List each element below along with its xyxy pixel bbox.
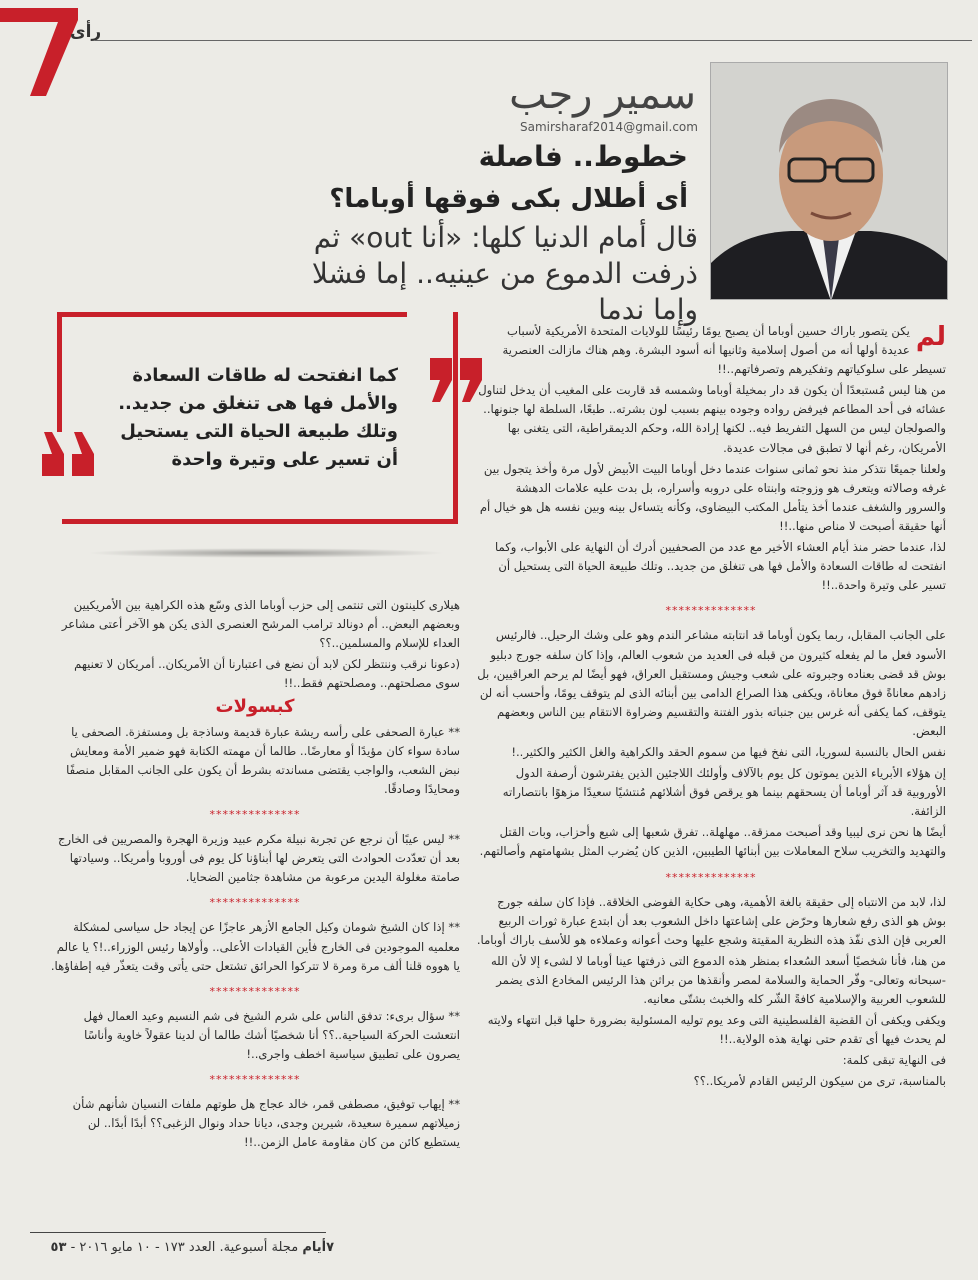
paragraph: ولعلنا جميعًا نتذكر منذ نحو ثمانى سنوات عندما دخل أوباما البيت الأبيض لأول مرة وأخذ يتجول بين غرفه وصالاته ويتعرف هو وزوجته وابنتاه على دروبه وأسراره، بل بدت عليه علامات الدهشة والسرور والشغف عندما أخذ يتأمل المكتب البيضاوى، وكأنه يتساءل بينه وبين نفسه هل هو خيال أم أنها حقيقة أصبحت لا مناص منها..!!	[479, 461, 946, 533]
capsule-item: ** ليس عيبًا أن نرجع عن تجربة نبيلة مكرم عبيد وزيرة الهجرة والمصريين فى الخارج بعد أن تعدّدت الحوادث التى يتعرض لها أبناؤنا كل يوم فى أوروبا وأمريكا.. وسيادتها صامتة مغلولة اليدين مرعوبة من مشاهدة جثامين الضحايا.	[58, 832, 460, 885]
section-tag: رأى	[70, 22, 102, 42]
quote-shadow	[86, 548, 446, 558]
pull-quote-text: كما انفتحت له طاقات السعادة والأمل فها هى تنغلق من جديد.. وتلك طبيعة الحياة التى يستحيل أن تسير على وتيرة واحدة	[118, 365, 398, 470]
paragraph: بالمناسبة، ترى من سيكون الرئيس القادم لأمريكا..؟؟	[693, 1074, 946, 1089]
article-left-column	[50, 596, 460, 1154]
section-divider: **************	[209, 896, 301, 910]
headline: أى أطلال بكى فوقها أوباما؟	[329, 184, 688, 214]
paragraph: من هنا ليس مُستبعدًا أن يكون قد دار بمخيلة أوباما وشمسه قد قاربت على المغيب أن يدخل لتناول عشائه فى أحد المطاعم فيرفض رواده وجوده بينهم بسبب لون بشرته.. طبعًا، السلطة لها جنونها.. والصولجان ليس من السهل التفريط فيه.. لكنها إرادة الله، وحكم الديمقراطية، التى يتغنى بها الأمريكان، رغم أنها لا تطبق فى مجالات عديدة.	[478, 383, 946, 455]
paragraph: فى النهاية تبقى كلمة:	[842, 1053, 946, 1068]
capsule-item: ** سؤال برىء: تدفق الناس على شرم الشيخ فى شم النسيم وعيد العمال فهل انتعشت الحركة السياحية..؟؟ أنا شخصيًا أشك طالما أن لدينا عقولاً خاوية وأناسًا يصرون على تطبيق سياسية اخطف واجرى..!	[83, 1008, 460, 1061]
paragraph: أيضًا ها نحن نرى ليبيا وقد أصبحت ممزقة.. مهلهلة.. تفرق شعبها إلى شيع وأحزاب، وبات القتل والتهديد والتخريب سلاح المعاملات بين أبنائها الطيبين، الذين كان يُضرب المثل بشهامتهم وأصالتهم.	[479, 825, 946, 859]
column-title: خطوط.. فاصلة	[478, 140, 688, 173]
capsule-item: ** عبارة الصحفى على رأسه ريشة عبارة قديمة وساذجة بل ومستفزة. الصحفى يا سادة سواء كان مؤيدًا أو معارضًا.. طالما أن مهمته الكتابة فهو ضمير الأمة ومعايش نبض الشعب، والواجب يقتضى مساندته بشرط أن يكون على الجانب المقابل منصفًا ومحايدًا وصادقًا.	[66, 724, 460, 796]
footer-issue-info: مجلة أسبوعية. العدد ١٧٣ - ١٠ مايو ٢٠١٦ -	[70, 1240, 299, 1255]
section-divider: **************	[209, 984, 301, 998]
section-divider: **************	[209, 1073, 301, 1087]
paragraph: من هنا، فأنا شخصيًا أسعد السُعداء بمنظر هذه الدموع التى ذرفتها عينا أوباما لا لشىء إلا لأن الله -سبحانه وتعالى- وفّر الحماية والسلامة لمصر وأنقذها من براثن هذا الرئيس المخادع الذى يضمر للشعوب العربية والإسلامية كافةً الشّر كله والخبث بشتّى معانيه.	[490, 953, 946, 1007]
footer-rule	[30, 1232, 326, 1233]
subheadline: قال أمام الدنيا كلها: «أنا out» ثم ذرفت الدموع من عينيه.. إما فشلا وإما ندما	[311, 221, 698, 326]
author-name: سمير رجب	[509, 72, 696, 118]
capsule-item: ** إذا كان الشيخ شومان وكيل الجامع الأزهر عاجزًا عن إيجاد حل سياسى لمشكلة معلميه الموجودين فى الخارج فأين القيادات الأعلى.. وأولاها رئيس الوزراء..!؟ يا عالم يا هووه قلنا ألف مرة ومرة لا تتركوا الحرائق تشتعل حتى يأتى وقت يتعذّر فيه إطفاؤها.	[50, 920, 460, 973]
page-number: ٥٣	[50, 1240, 67, 1255]
paragraph: لذا، لابد من الانتباه إلى حقيقة بالغة الأهمية، وهى حكاية الفوضى الخلاقة.. فإذا كان سلفه جورج بوش هو الذى رفع شعارها وحرّض على إشاعتها داخل الشعوب بعد أن ابتدع عبارة ثورات الربيع العربى فإن الذى نفّذ هذه النظرية المقيتة وشجع عليها وحث أعوانه وعملاءه هو للأسف باراك أوباما.	[476, 894, 946, 947]
capsule-item: ** إيهاب توفيق، مصطفى قمر، خالد عجاج هل طوتهم ملفات النسيان شأنهم شأن زميلاتهم سميرة سعيدة، شيرين وجدى، ديانا حداد ونوال الزغبى؟؟ أبدًا أبدًا.. لن يستطيع كائن من كان مقاومة عامل الزمن..!!	[72, 1097, 460, 1150]
author-photo	[710, 62, 948, 300]
paragraph: لم يكن يتصور باراك حسين أوباما أن يصبح يومًا رئيسًا للولايات المتحدة الأمريكية لأسباب عديدة أولها أنه من أصول إسلامية وثانيها أنه أسود البشرة. وهم هناك مازالت العنصرية تسيطر على سلوكياتهم وتفكيرهم وتصرفاتهم..!!	[502, 322, 946, 377]
paragraph: إن هؤلاء الأبرياء الذين يموتون كل يوم بالآلاف وأولئك اللاجئين الذين يفترشون أرصفة الدول الأوروبية قد آثر أوباما أن يسحقهم بينما هو يرقص فوق أشلائهم مُنتشيًا سعيدًا مزهوًا بانتصاراته الزائفة.	[502, 766, 946, 819]
paragraph: لذا، عندما حضر منذ أيام العشاء الأخير مع عدد من الصحفيين أدرك أن النهاية على الأبواب، وكما انفتحت له طاقات السعادة والأمل فها هى تنغلق من جديد.. وتلك طبيعة الحياة التى يستحيل أن تسير على وتيرة واحدة..!!	[494, 540, 946, 593]
magazine-logo	[0, 8, 80, 98]
author-email[interactable]: Samirsharaf2014@gmail.com	[520, 120, 698, 134]
section-divider: **************	[665, 870, 757, 884]
article-right-column	[476, 322, 946, 1094]
drop-cap: لم	[915, 322, 946, 352]
opening-quote-icon	[38, 432, 98, 476]
footer	[34, 1240, 334, 1255]
paragraph: نفس الحال بالنسبة لسوريا، التى نفخ فيها من سموم الحقد والكراهية والغل الكثير والكثير..!	[511, 744, 946, 759]
paragraph: هيلارى كلينتون التى تنتمى إلى حزب أوباما الذى وسّع هذه الكراهية بين الأمريكيين وبعضهم البعض.. أم دونالد ترامب المرشح العنصرى الذى يكن هو الآخر أعتى مشاعر العداء للإسلام والمسلمين..؟؟	[61, 598, 460, 651]
paragraph: (دعونا نرقب وننتظر لكن لابد أن نضع فى اعتبارنا أن الأمريكان.. أمريكان لا تعنيهم سوى مصلحتهم.. ومصلحتهم فقط..!!	[74, 657, 460, 691]
footer-brand: ٧أيام	[302, 1240, 334, 1255]
header-rule	[95, 40, 972, 41]
section-divider: **************	[209, 807, 301, 821]
paragraph: على الجانب المقابل، ربما يكون أوباما قد انتابته مشاعر الندم وهو على وشك الرحيل.. فالرئيس الأسود فعل ما لم يفعله كثيرون من قبله فى العديد من شعوب العالم، وإذا كان سلفه جورج دبليو بوش قد قضى بعناده وجبروته على شعب وجيش ومستقبل العراق، فهو أيضًا لم يرحم العراقيين، بل زادهم معاناةً فوق معاناة، ويكفى هذا الصراع الدامى بين أبنائه الذى لم يتوقف يومًا، وأحسب أنه لن يتوقف، كما يكفى أنه غرس بين جنباته بذور الفتنة والتقسيم وضراوة الانتقام بين الناس وبعضهم البعض.	[477, 628, 946, 738]
paragraph: ويكفى ويكفى أن القضية الفلسطينية التى وعد يوم توليه المسئولية بضرورة حلها قبل انتهاء ولايته لم يحدث فيها أى تقدم حتى نهاية هذه الولاية..!!	[487, 1013, 946, 1047]
capsules-heading: كبسولات	[215, 696, 295, 718]
section-divider: **************	[665, 604, 757, 618]
